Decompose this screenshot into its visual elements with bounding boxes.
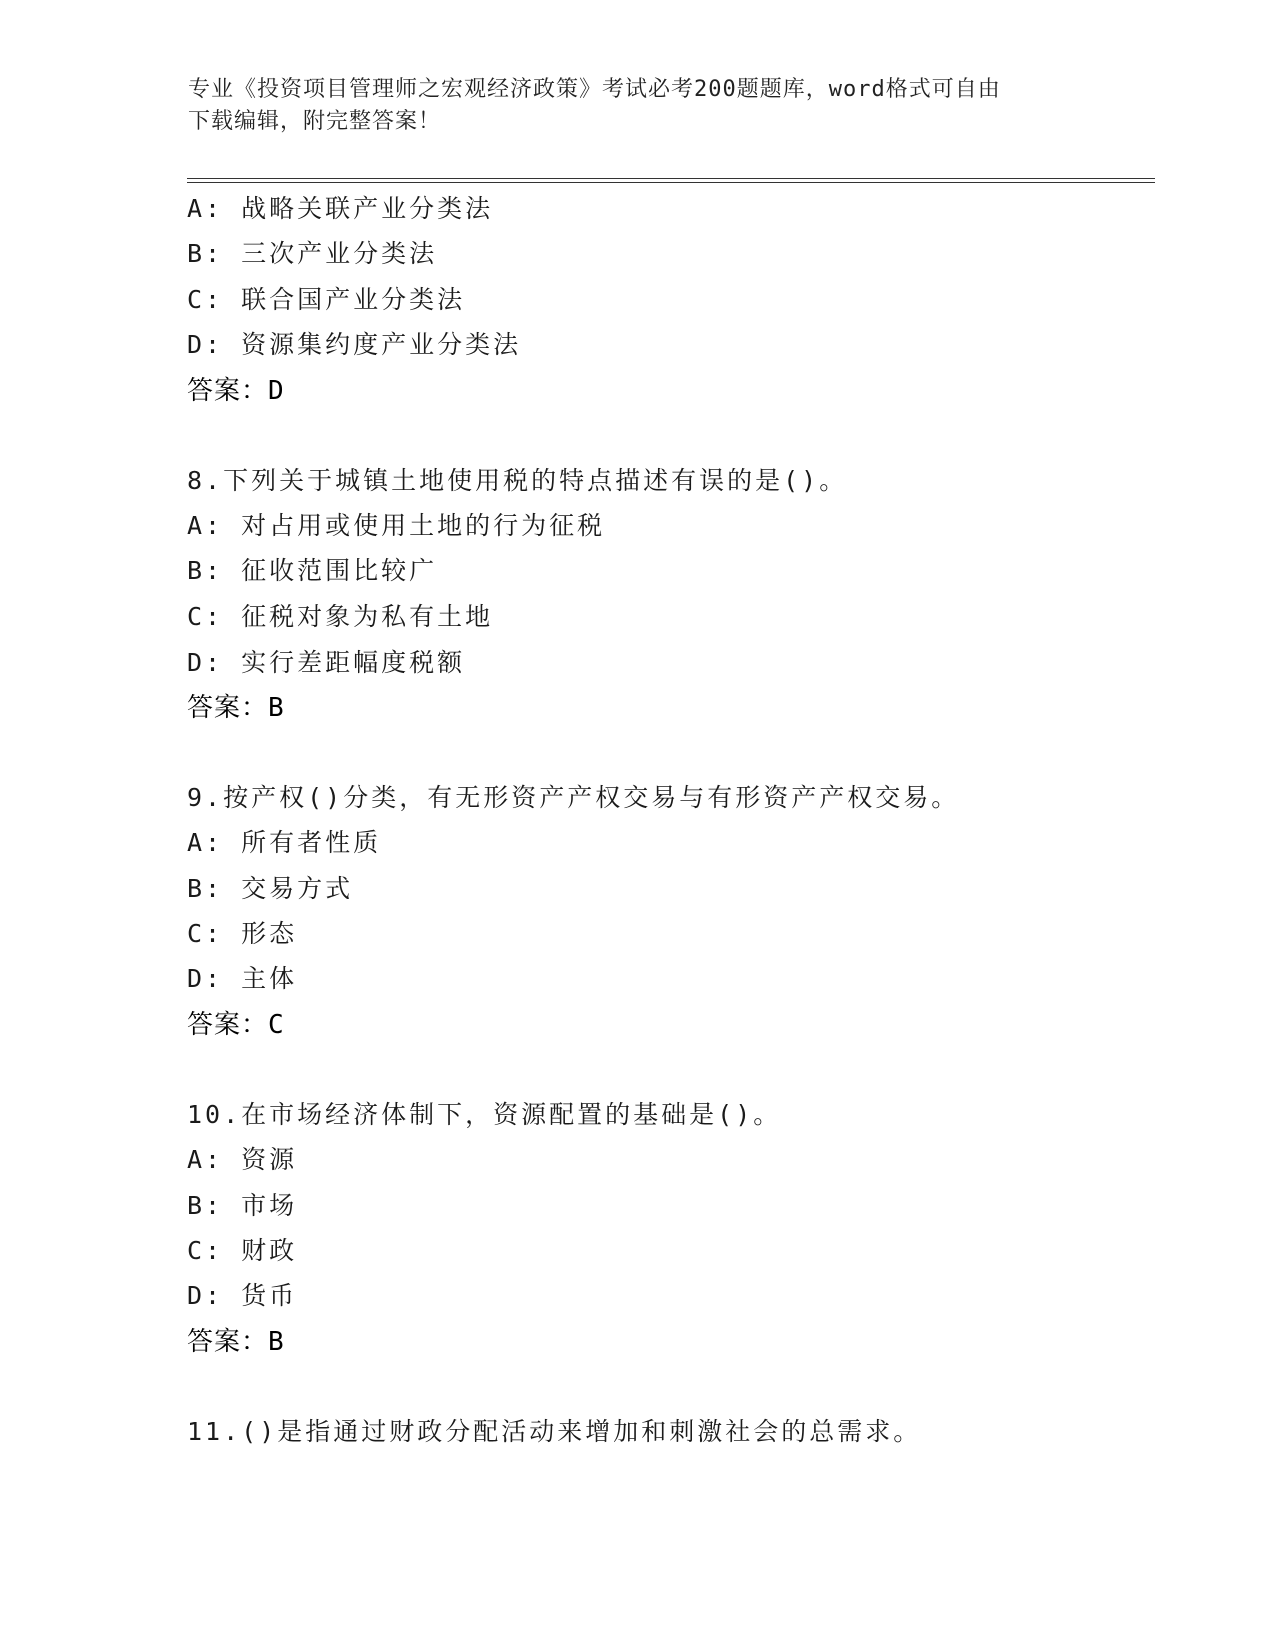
q7-option-a: A: 战略关联产业分类法 (187, 194, 494, 223)
header-divider-bottom (187, 182, 1155, 183)
q7-answer: 答案：D (187, 376, 285, 406)
q8-option-b: B: 征收范围比较广 (187, 556, 438, 585)
q9-question: 9.按产权()分类，有无形资产产权交易与有形资产产权交易。 (187, 783, 960, 812)
q9-option-a: A: 所有者性质 (187, 828, 382, 857)
header-line-1: 专业《投资项目管理师之宏观经济政策》考试必考200题题库，word格式可自由 (188, 77, 1001, 102)
q8-option-a: A: 对占用或使用土地的行为征税 (187, 511, 606, 540)
q9-option-c: C: 形态 (187, 919, 298, 948)
q10-answer: 答案：B (187, 1327, 285, 1357)
document-header (188, 74, 1108, 138)
q9-option-d: D: 主体 (187, 964, 298, 993)
q8-option-d: D: 实行差距幅度税额 (187, 648, 466, 677)
q10-option-d: D: 货币 (187, 1281, 298, 1310)
q9-answer: 答案：C (187, 1010, 285, 1040)
q8-option-c: C: 征税对象为私有土地 (187, 602, 494, 631)
header-line-2: 下载编辑，附完整答案！ (188, 109, 442, 134)
q8-answer: 答案：B (187, 693, 285, 723)
q8-question: 8.下列关于城镇土地使用税的特点描述有误的是()。 (187, 466, 848, 495)
q11-question: 11.()是指通过财政分配活动来增加和刺激社会的总需求。 (187, 1417, 922, 1446)
q10-question: 10.在市场经济体制下，资源配置的基础是()。 (187, 1100, 782, 1129)
q9-option-b: B: 交易方式 (187, 874, 354, 903)
q7-option-d: D: 资源集约度产业分类法 (187, 330, 522, 359)
q10-option-a: A: 资源 (187, 1145, 298, 1174)
header-divider-top (187, 178, 1155, 179)
q7-option-c: C: 联合国产业分类法 (187, 285, 466, 314)
q10-option-b: B: 市场 (187, 1191, 298, 1220)
q10-option-c: C: 财政 (187, 1236, 298, 1265)
q7-option-b: B: 三次产业分类法 (187, 239, 438, 268)
